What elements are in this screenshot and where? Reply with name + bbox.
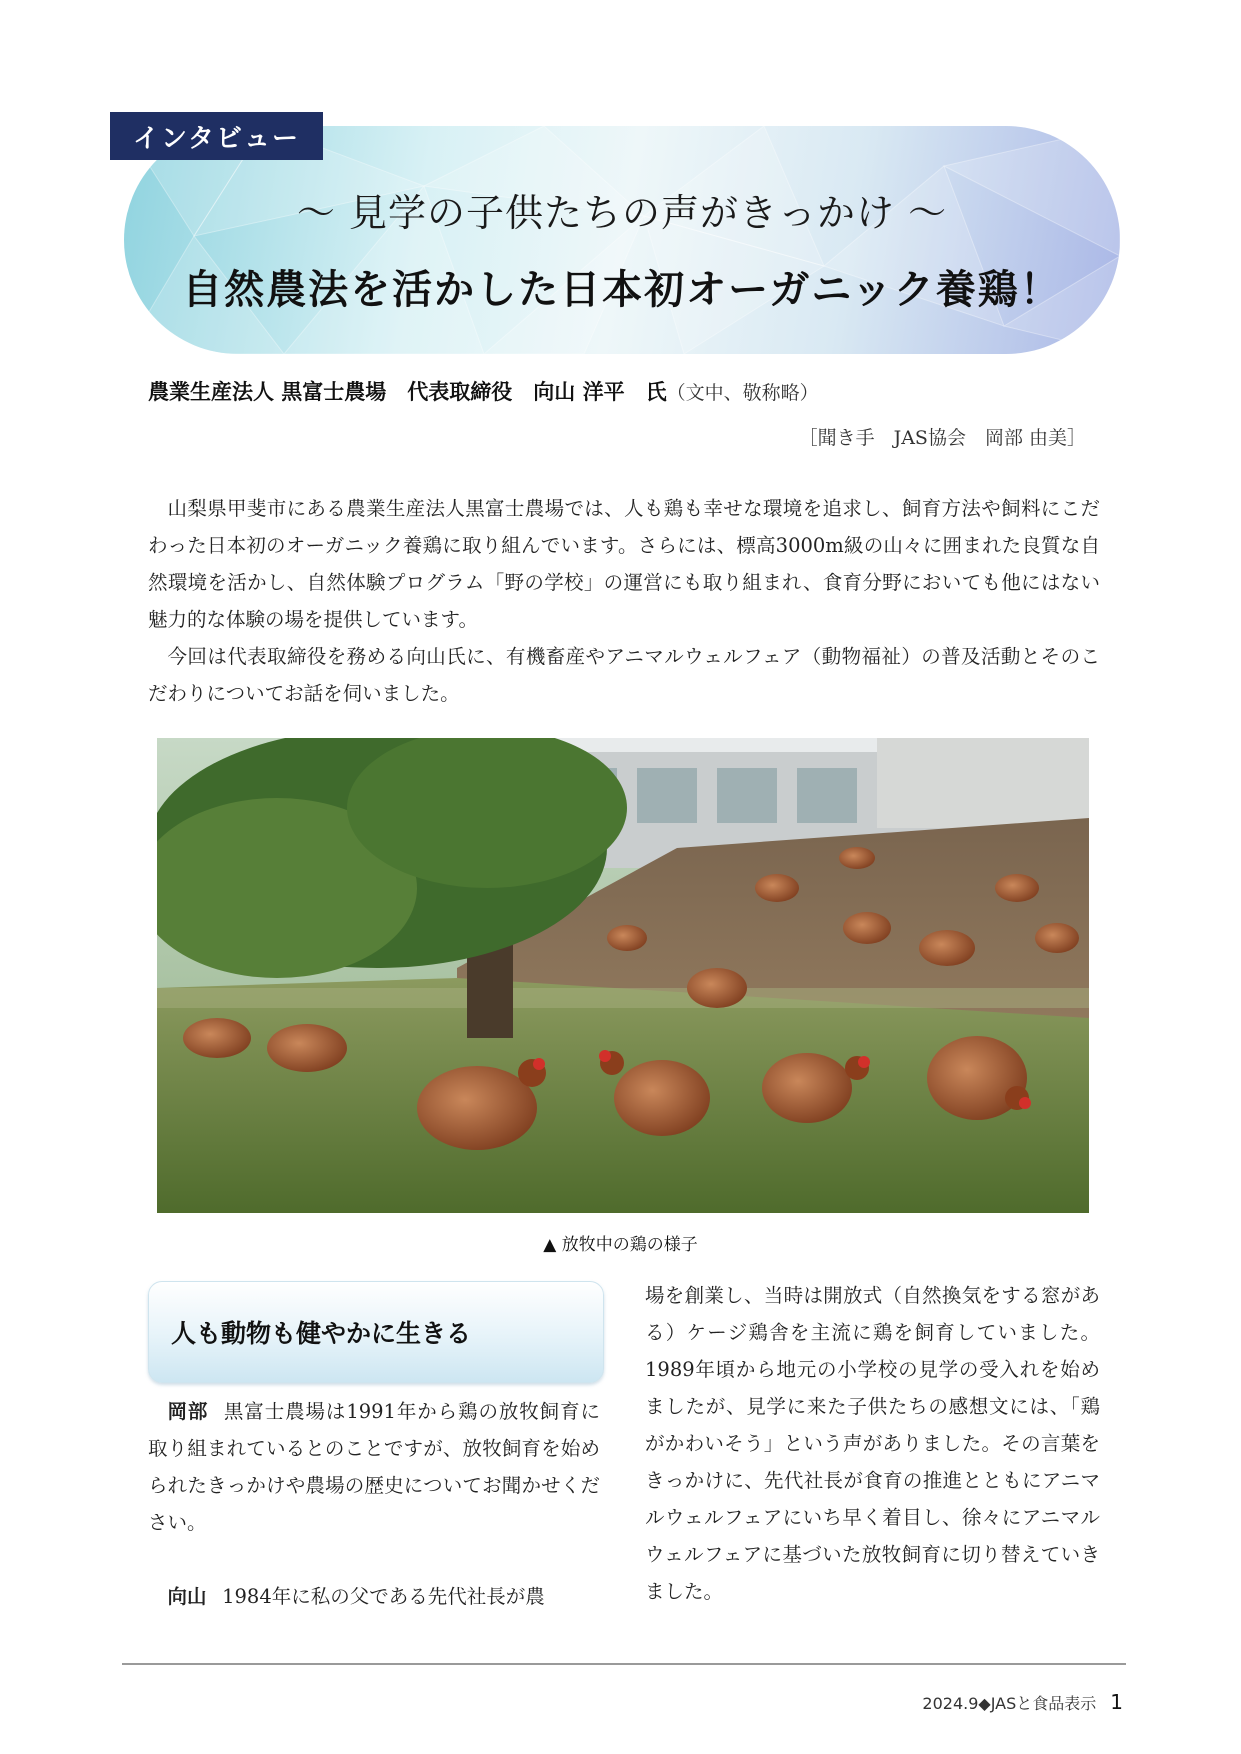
diamond-icon: ◆ xyxy=(978,1694,991,1713)
right-column xyxy=(645,1277,1100,1610)
interview-title: 自然農法を活かした日本初オーガニック養鶏！ xyxy=(182,267,1062,313)
free-range-chickens-photo xyxy=(157,738,1089,1213)
page-number: 1 xyxy=(1110,1690,1123,1714)
interview-subtitle: 〜 見学の子供たちの声がきっかけ 〜 xyxy=(296,191,948,235)
banner-polygon-pattern xyxy=(124,126,1120,354)
interviewee-name: 農業生産法人 黒富士農場 代表取締役 向山 洋平 氏 xyxy=(148,380,667,404)
footer-publication xyxy=(922,1691,1096,1714)
title-banner xyxy=(124,126,1120,354)
intro-text xyxy=(148,490,1100,712)
dialogue-text: 1984年に私の父である先代社長が農 xyxy=(222,1585,545,1608)
intro-paragraph: 山梨県甲斐市にある農業生産法人黒富士農場では、人も鶏も幸せな環境を追求し、飼育方法や飼料にこだわった日本初のオーガニック養鶏に取り組んでいます。さらには、標高3000m級の山々に囲まれた良質な自然環境を活かし、自然体験プログラム「野の学校」の運営にも取り組まれ、食育分野においても他にはない魅力的な体験の場を提供しています。 xyxy=(148,497,1100,631)
section-title: 人も動物も健やかに生きる xyxy=(171,1319,472,1348)
interviewer-line: ［聞き手 JAS協会 岡部 由美］ xyxy=(798,427,1086,449)
dialogue-item xyxy=(148,1578,600,1615)
photo-caption: ▲ 放牧中の鶏の様子 xyxy=(543,1235,698,1255)
interview-tag: インタビュー xyxy=(110,112,323,160)
right-column-text: 場を創業し、当時は開放式（自然換気をする窓がある）ケージ鶏舎を主流に鶏を飼育していました。1989年頃から地元の小学校の見学の受入れを始めましたが、見学に来た子供たちの感想文には、「鶏がかわいそう」という声がありました。その言葉をきっかけに、先代社長が食育の推進とともにアニマルウェルフェアにいち早く着目し、徐々にアニマルウェルフェアに基づいた放牧飼育に切り替えていきました。 xyxy=(645,1284,1100,1603)
speaker-name: 向山 xyxy=(167,1585,207,1608)
dialogue-text: 黒富士農場は1991年から鶏の放牧飼育に取り組まれているとのことですが、放牧飼育を始められたきっかけや農場の歴史についてお聞かせください。 xyxy=(148,1400,600,1534)
footer-issue: 2024.9 xyxy=(922,1694,979,1713)
interviewee-line xyxy=(148,376,819,406)
section-heading-box xyxy=(148,1281,604,1383)
intro-paragraph: 今回は代表取締役を務める向山氏に、有機畜産やアニマルウェルフェア（動物福祉）の普及活動とそのこだわりについてお話を伺いました。 xyxy=(148,645,1100,705)
paragraph-spacer xyxy=(148,1541,600,1578)
footer-rule xyxy=(122,1663,1126,1665)
left-column xyxy=(148,1393,600,1615)
dialogue-item xyxy=(148,1393,600,1541)
page-footer xyxy=(922,1690,1123,1714)
interviewee-note: （文中、敬称略） xyxy=(666,382,819,404)
footer-magazine: JASと食品表示 xyxy=(990,1694,1097,1713)
speaker-name: 岡部 xyxy=(167,1400,209,1423)
